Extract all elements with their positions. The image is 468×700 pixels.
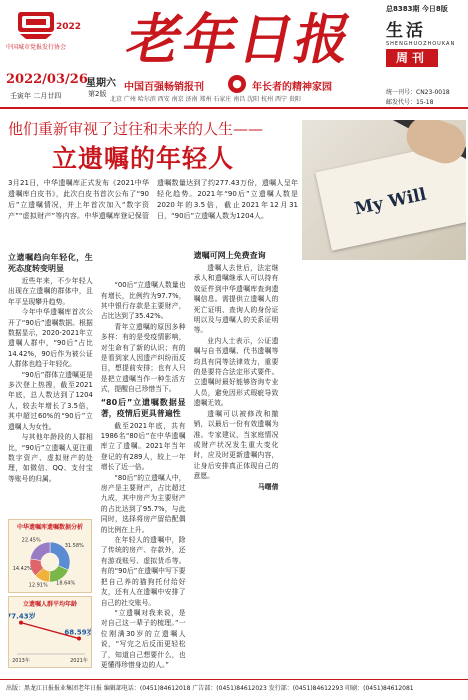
section-heading: 遗嘱可网上免费查询 bbox=[193, 251, 266, 260]
body-paragraph: 近些年来，不少年轻人出现在立遗嘱的群体中，且年平呈现攀升趋势。 bbox=[8, 277, 93, 306]
body-paragraph: 今年中华遗嘱库首次公开了“90后”遗嘱数据。根据数据显示，2020-2021年立遗嘱人群中，“90后”占比14.42%，90后作为被公证人群体也趋于年轻化。 bbox=[8, 308, 93, 369]
body-paragraph: “00后”立遗嘱人数量也有增长，比例约为97.7%，其中银行存款是主要财产，占比达到了35.42%。 bbox=[100, 281, 186, 321]
paper-title: 老年日报 bbox=[121, 7, 359, 71]
weekly-badge: 周刊 bbox=[386, 49, 438, 67]
masthead bbox=[0, 0, 468, 108]
body-paragraph: 青年立遗嘱的原因多种多样：有的是受疫情影响，对生命有了新的认识；有的是看到家人因遗产纠纷而反目，想提前安排；也有人只是把立遗嘱当作一种生活方式，提醒自己珍惜当下。 bbox=[100, 322, 186, 394]
body-paragraph: 遗嘱可以被修改和撤销，以最后一份有效遗嘱为准。专家建议，当家庭情况或财产状况发生重大变化时，应及时更新遗嘱内容，让身后安排真正体现自己的意愿。 bbox=[193, 409, 279, 481]
body-paragraph: 与其他年龄段的人群相比，“90后”立遗嘱人更注重数字资产、虚拟财产的处理，如微信、QQ、支付宝等账号的归属。 bbox=[8, 433, 93, 483]
footer-info: 出版：黑龙江日报报业集团老年日报 编辑部电话：(0451)84612018 广告部：(0451)84612023 发行部：(0451)84612293 印刷：(0451)84612081 bbox=[6, 685, 414, 692]
association-seal-icon bbox=[16, 6, 56, 40]
pie-label: 31.58% bbox=[64, 543, 84, 550]
postal-code: 邮发代号：15-18 bbox=[386, 99, 434, 106]
body-paragraph: 在年轻人的遗嘱中，除了传统的房产、存款外，还有游戏账号、虚拟货币等。有的“90后”在遗嘱中写下要把自己养的猫狗托付给好友，还有人在遗嘱中安排了自己的社交账号。 bbox=[100, 536, 186, 607]
body-paragraph: 业内人士表示，公证遗嘱与自书遗嘱、代书遗嘱等均具有同等法律效力，重要的是要符合法定形式要件。立遗嘱时最好能够咨询专业人员，避免因形式瑕疵导致遗嘱无效。 bbox=[193, 336, 279, 408]
pie-label: 14.42% bbox=[12, 565, 32, 572]
logo-year: 2022 bbox=[56, 22, 82, 32]
logo-org-name: 中国城市党报发行协会 bbox=[6, 44, 67, 51]
section-heading: 立遗嘱趋向年轻化，生死态度转变明显 bbox=[8, 253, 93, 273]
x-tick-label: 2021年 bbox=[70, 658, 88, 664]
pie-label: 12.91% bbox=[28, 582, 48, 589]
line-chart bbox=[9, 610, 91, 666]
issue-date: 2022/03/26 bbox=[6, 72, 88, 87]
data-point bbox=[77, 637, 81, 641]
chart-title: 中华遗嘱库遗嘱数据分析 bbox=[16, 524, 83, 531]
cn-serial-number: 统一刊号：CN23-0018 bbox=[386, 89, 450, 96]
supplement-pinyin: SHENGHUOZHOUKAN bbox=[386, 41, 456, 47]
body-paragraph: “80后”的立遗嘱人中，房产是主要财产，占比超过九成，其中房产为主要财产的占比达到了95.7%，与此同时，选择将房产留给配偶的比例在上升。 bbox=[100, 473, 186, 534]
slogan-divider-icon: ● bbox=[228, 75, 246, 93]
article-photo bbox=[302, 120, 466, 260]
slogan-right: 年长者的精神家园 bbox=[252, 82, 332, 93]
article-author: 马曙倩 bbox=[258, 482, 279, 491]
pie-label: 22.45% bbox=[21, 537, 41, 544]
pie-label: 18.64% bbox=[56, 580, 76, 587]
article-kicker: 他们重新审视了过往和未来的人生—— bbox=[8, 120, 264, 138]
body-paragraph: “90后”群体立遗嘱更是多次登上热搜，截至2021年底，总人数达到了1204人，较去年增长了3.5倍，其中超过60%的“90后”立遗嘱人为女性。 bbox=[8, 370, 93, 431]
body-paragraph: “立遗嘱对我来说，是对自己这一辈子的梳理。”一位刚满30岁的立遗嘱人说，“写完之后反而更轻松了，知道自己想要什么，也更懂得珍惜身边的人。” bbox=[100, 608, 186, 669]
body-paragraph: 遗嘱人去世后，法定继承人和遗嘱继承人可以持有效证件到中华遗嘱库查询遗嘱信息。需提供立遗嘱人的死亡证明、查询人的身份证明以及与遗嘱人的关系证明等。 bbox=[193, 264, 279, 335]
issue-number: 总8383期 今日8版 bbox=[386, 5, 448, 13]
pie-slice-其他 bbox=[30, 542, 50, 561]
data-label: 68.59岁 bbox=[64, 628, 91, 637]
data-label: 77.43岁 bbox=[9, 612, 36, 621]
data-point bbox=[19, 621, 23, 625]
association-logo bbox=[6, 6, 82, 68]
chart-title: 立遗嘱人群平均年龄 bbox=[22, 601, 77, 608]
x-tick-label: 2013年 bbox=[12, 658, 30, 664]
masthead-divider bbox=[0, 107, 468, 109]
lunar-date: 壬寅年 二月廿四 bbox=[10, 92, 62, 100]
article-lead: 3月21日，中华遗嘱库正式发布《2021中华遗嘱库白皮书》，此次白皮书首次公布了“90后”立遗嘱情况，并上年首次加入“数字资产”“虚拟财产”等内容。中华遗嘱库登记保管遗嘱数量达到了约277.43万份，遗嘱人呈年轻化趋势。2021年“90后”立遗嘱人数是2020年的3.5倍，截止2021年12月31日，“90后”立遗嘱人数为1204人。 bbox=[8, 179, 298, 220]
line-chart-panel bbox=[8, 596, 92, 668]
pie-chart-panel bbox=[8, 519, 92, 593]
page-number: 第2版 bbox=[88, 90, 107, 98]
section-heading: “80后”立遗嘱数据显著，疫情后更具普遍性 bbox=[100, 397, 186, 418]
supplement-block bbox=[386, 4, 466, 106]
slogan-left: 中国百强畅销报刊 bbox=[124, 82, 204, 93]
issue-weekday: 星期六 bbox=[86, 78, 116, 89]
distribution-cities: 北京 广州 哈尔滨 西安 南京 济南 郑州 石家庄 南昌 沈阳 杭州 西宁 贵阳 bbox=[110, 96, 301, 103]
body-paragraph: 截至2021年底，共有1986名“80后”在中华遗嘱库立了遗嘱。2021年当年登记的有289人，较上一年增长了近一倍。 bbox=[100, 421, 186, 472]
photo-will-text: My Will bbox=[352, 184, 429, 220]
article-headline: 立遗嘱的年轻人 bbox=[52, 144, 235, 173]
supplement-title: 生活 bbox=[386, 21, 426, 41]
footer-divider bbox=[0, 679, 468, 680]
pie-chart bbox=[9, 533, 91, 591]
